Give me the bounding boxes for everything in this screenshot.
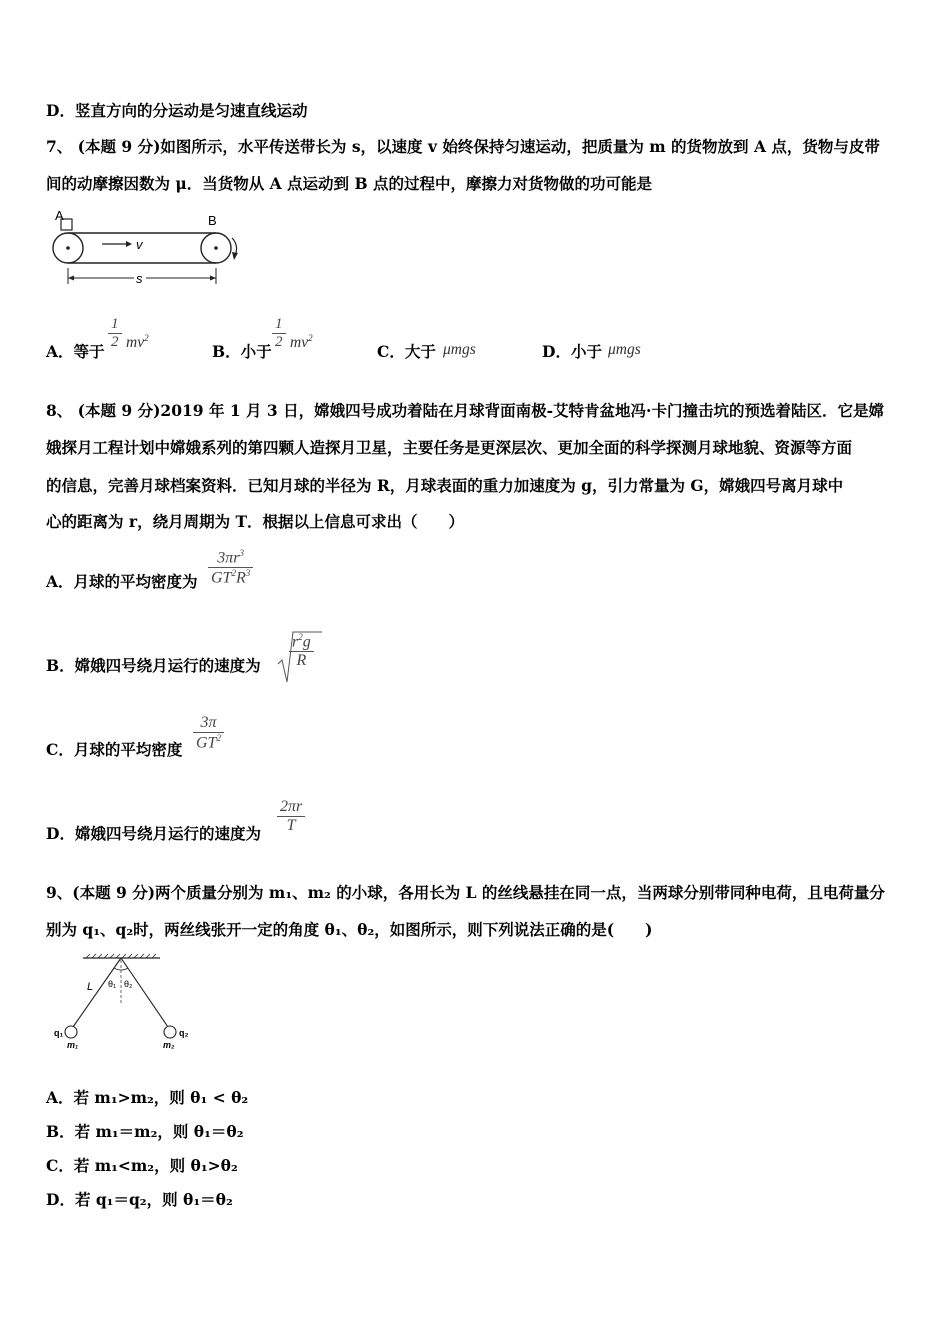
q7-option-a-fraction: 1 2 — [108, 316, 122, 351]
q8-option-b-label: B．嫦娥四号绕月运行的速度为 — [46, 656, 261, 675]
q7-option-b-label: B．小于 — [212, 342, 272, 361]
label-b: B — [208, 213, 217, 228]
q8-option-c-fraction: 3π $GT^2$ — [193, 714, 224, 752]
conveyor-belt-figure — [46, 206, 256, 291]
q6-option-d: D．竖直方向的分运动是匀速直线运动 — [46, 101, 308, 120]
q7-stem-line1: 7、 (本题 9 分)如图所示，水平传送带长为 s，以速度 v 始终保持匀速运动，把质量为 m 的货物放到 A 点，货物与皮带 — [46, 137, 880, 156]
label-s: s — [136, 271, 143, 286]
charged-pendulum-figure — [50, 952, 200, 1057]
q9-stem-line2: 别为 q₁、q₂时，两丝线张开一定的角度 θ₁、θ₂，如图所示，则下列说法正确的是( ) — [46, 920, 653, 939]
q7-option-c-expr: μmgs — [443, 341, 476, 358]
label-a: A — [55, 208, 64, 223]
label-q1: q₁ — [54, 1028, 64, 1038]
q7-option-c-label: C．大于 — [377, 342, 436, 361]
left-thread — [73, 958, 121, 1027]
q9-option-d: D．若 q₁＝q₂，则 θ₁＝θ₂ — [46, 1190, 233, 1209]
label-v: v — [136, 237, 143, 252]
label-theta1: θ₁ — [108, 979, 117, 989]
q8-stem-line2: 娥探月工程计划中嫦娥系列的第四颗人造探月卫星，主要任务是更深层次、更加全面的科学探测月球地貌、资源等方面 — [46, 438, 853, 457]
q9-stem-line1: 9、(本题 9 分)两个质量分别为 m₁、m₂ 的小球，各用长为 L 的丝线悬挂在同一点，当两球分别带同种电荷，且电荷量分 — [46, 883, 885, 902]
q8-option-a-fraction: $3\pi r^3$ $GT^2R^3$ — [208, 548, 253, 588]
q8-option-d-label: D．嫦娥四号绕月运行的速度为 — [46, 824, 261, 843]
q9-option-c: C．若 m₁<m₂，则 θ₁>θ₂ — [46, 1156, 238, 1175]
q7-option-b-fraction: 1 2 — [272, 316, 286, 351]
q8-stem-line1: 8、 (本题 9 分)2019 年 1 月 3 日，嫦娥四号成功着陆在月球背面南极-艾特肯盆地冯·卡门撞击坑的预选着陆区．它是嫦 — [46, 401, 884, 420]
label-q2: q₂ — [179, 1028, 189, 1038]
q8-stem-line3: 的信息，完善月球档案资料．已知月球的半径为 R，月球表面的重力加速度为 g，引力常量为 G，嫦娥四号离月球中 — [46, 476, 844, 495]
label-theta2: θ₂ — [124, 979, 133, 989]
q8-option-b-fraction: $r^2g$ R — [289, 632, 314, 670]
q7-option-a-expr: $mv^2$ — [126, 333, 149, 352]
q7-stem-line2: 间的动摩擦因数为 μ．当货物从 A 点运动到 B 点的过程中，摩擦力对货物做的功可能是 — [46, 174, 652, 193]
q7-option-d-label: D．小于 — [542, 342, 602, 361]
q8-stem-line4: 心的距离为 r，绕月周期为 T．根据以上信息可求出（ ） — [46, 512, 464, 531]
q7-option-b-expr: $mv^2$ — [290, 333, 313, 352]
q8-option-d-fraction: 2πr T — [277, 798, 305, 835]
label-m1: m₁ — [67, 1040, 79, 1050]
ball-2 — [164, 1026, 176, 1038]
q8-option-c-label: C．月球的平均密度 — [46, 740, 183, 759]
ball-1 — [65, 1026, 77, 1038]
label-m2: m₂ — [163, 1040, 175, 1050]
q9-option-b: B．若 m₁＝m₂，则 θ₁＝θ₂ — [46, 1122, 244, 1141]
q7-option-d-expr: μmgs — [608, 341, 641, 358]
q7-option-a-label: A．等于 — [46, 342, 105, 361]
q8-option-a-label: A．月球的平均密度为 — [46, 572, 198, 591]
q9-option-a: A．若 m₁>m₂，则 θ₁ < θ₂ — [46, 1088, 249, 1107]
label-l: L — [87, 981, 94, 993]
